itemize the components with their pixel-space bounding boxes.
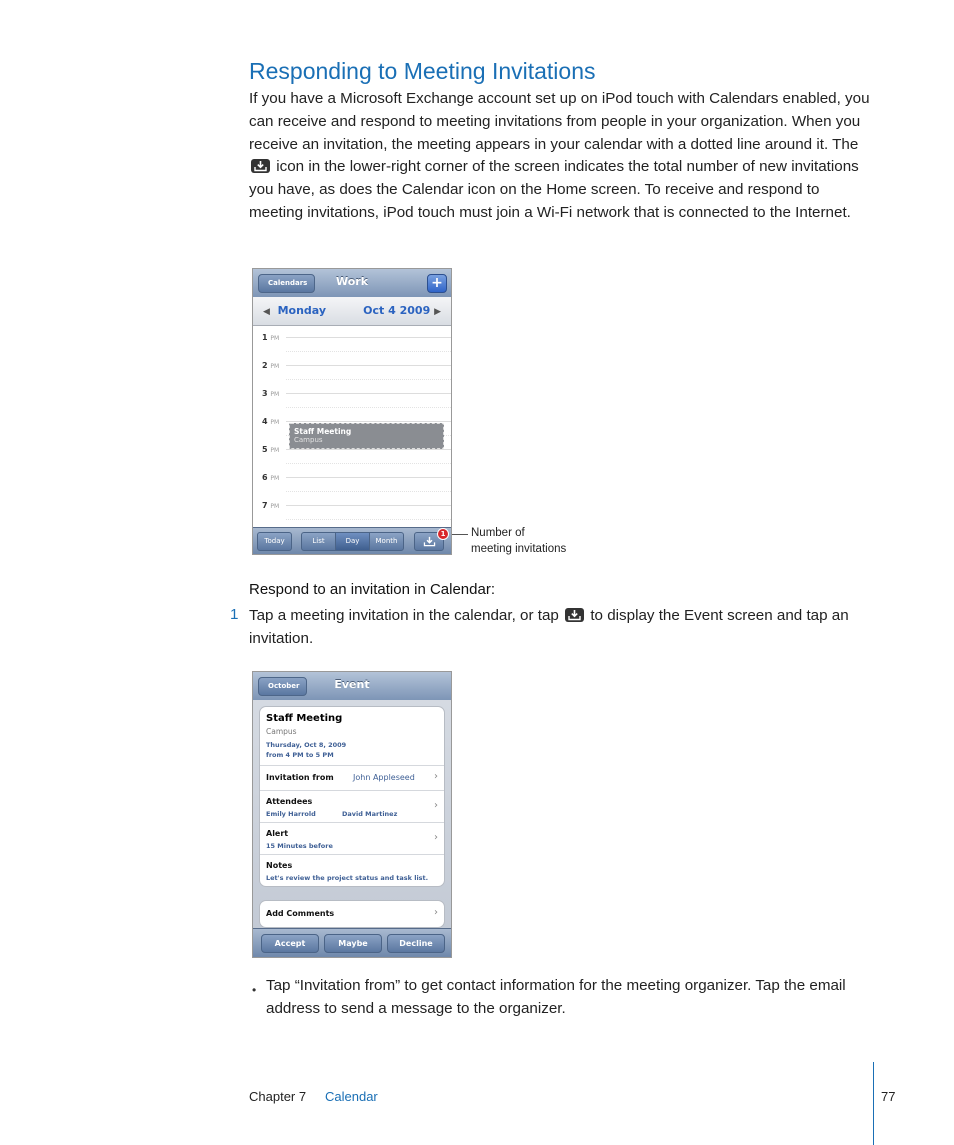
invitation-inbox-icon bbox=[251, 159, 270, 173]
intro-text-part2: icon in the lower-right corner of the screen indicates the total number of new invitations you have, as does the Calendar icon on the Home screen. To receive and respond to meeting invitations, iPod touch must join a Wi-Fi network that is connected to the Internet. bbox=[249, 158, 859, 221]
footer-section-link[interactable]: Calendar bbox=[325, 1089, 378, 1104]
callout-label: Number of meeting invitations bbox=[471, 527, 567, 555]
attendee-name: Emily Harrold bbox=[266, 810, 316, 818]
event-title: Staff Meeting bbox=[294, 427, 352, 436]
list-view-button[interactable]: List bbox=[301, 532, 336, 551]
meeting-location: Campus bbox=[266, 727, 297, 736]
calendars-back-button[interactable]: Calendars bbox=[258, 274, 315, 293]
add-comments-label: Add Comments bbox=[266, 909, 335, 918]
chevron-right-icon: › bbox=[434, 800, 438, 811]
hour-row bbox=[253, 466, 451, 494]
staff-meeting-invitation[interactable] bbox=[289, 423, 444, 449]
meeting-time: from 4 PM to 5 PM bbox=[266, 751, 334, 759]
invitation-count-badge: 1 bbox=[437, 528, 449, 540]
subheading: Respond to an invitation in Calendar: bbox=[249, 581, 495, 598]
next-arrow-icon[interactable]: ▶ bbox=[434, 307, 441, 317]
calendar-navbar bbox=[253, 269, 451, 298]
day-selector[interactable] bbox=[263, 304, 326, 317]
page-heading: Responding to Meeting Invitations bbox=[249, 58, 596, 84]
hour-label: 5 PM bbox=[262, 445, 280, 454]
chevron-right-icon: › bbox=[434, 771, 438, 782]
intro-text-part1: If you have a Microsoft Exchange account set up on iPod touch with Calendars enabled, you can receive and respond to meeting invitations from people in your organization. When you receive an invitation, the meeting appears in your calendar with a dotted line around it. The bbox=[249, 90, 870, 153]
hour-label: 1 PM bbox=[262, 333, 280, 342]
footer-divider bbox=[873, 1062, 874, 1145]
accept-button[interactable]: Accept bbox=[261, 934, 319, 953]
notes-label: Notes bbox=[266, 861, 293, 870]
meeting-date: Thursday, Oct 8, 2009 bbox=[266, 741, 347, 749]
maybe-button[interactable]: Maybe bbox=[324, 934, 382, 953]
chevron-right-icon: › bbox=[434, 907, 438, 918]
calendar-toolbar bbox=[253, 527, 451, 554]
bullet-text: Tap “Invitation from” to get contact information for the meeting organizer. Tap the email address to send a message to the organizer. bbox=[266, 977, 846, 1017]
notes-value: Let's review the project status and task list. bbox=[266, 874, 429, 882]
decline-button[interactable]: Decline bbox=[387, 934, 445, 953]
add-comments-card[interactable] bbox=[259, 900, 445, 928]
prev-arrow-icon[interactable]: ◀ bbox=[263, 307, 270, 317]
hour-label: 7 PM bbox=[262, 501, 280, 510]
footer-chapter: Chapter 7 bbox=[249, 1089, 307, 1104]
invitation-inbox-icon bbox=[423, 536, 436, 547]
hour-label: 3 PM bbox=[262, 389, 280, 398]
hour-row bbox=[253, 354, 451, 382]
response-toolbar bbox=[253, 928, 451, 957]
attendees-label: Attendees bbox=[266, 797, 313, 806]
notes-row bbox=[260, 855, 444, 886]
event-navbar bbox=[253, 672, 451, 701]
date-label: Oct 4 2009 bbox=[363, 304, 431, 317]
invitation-inbox-icon bbox=[565, 608, 584, 622]
event-summary-cell bbox=[260, 707, 444, 766]
alert-value: 15 Minutes before bbox=[266, 842, 333, 850]
hour-row bbox=[253, 382, 451, 410]
attendee-name: David Martinez bbox=[342, 810, 398, 818]
calendar-screenshot bbox=[252, 268, 452, 555]
alert-row[interactable] bbox=[260, 823, 444, 855]
bullet-mark: • bbox=[252, 983, 257, 997]
invitation-from-label: Invitation from bbox=[266, 773, 334, 782]
event-body bbox=[253, 700, 451, 929]
date-bar bbox=[253, 297, 451, 326]
attendees-row[interactable] bbox=[260, 791, 444, 823]
step-number: 1 bbox=[230, 606, 239, 623]
event-screenshot bbox=[252, 671, 452, 958]
page-number: 77 bbox=[881, 1089, 896, 1104]
event-location: Campus bbox=[294, 436, 323, 444]
invitation-from-row[interactable] bbox=[260, 766, 444, 791]
callout-line bbox=[452, 534, 468, 535]
october-back-button[interactable]: October bbox=[258, 677, 307, 696]
chevron-right-icon: › bbox=[434, 832, 438, 843]
day-label: Monday bbox=[277, 304, 327, 317]
month-view-button[interactable]: Month bbox=[369, 532, 404, 551]
alert-label: Alert bbox=[266, 829, 289, 838]
add-event-button[interactable]: + bbox=[427, 274, 447, 293]
today-button[interactable]: Today bbox=[257, 532, 292, 551]
date-selector[interactable] bbox=[363, 304, 441, 317]
event-title: Event bbox=[334, 678, 370, 691]
meeting-title: Staff Meeting bbox=[266, 713, 343, 724]
intro-paragraph bbox=[249, 88, 874, 225]
hour-row bbox=[253, 326, 451, 354]
hour-label: 4 PM bbox=[262, 417, 280, 426]
hour-label: 2 PM bbox=[262, 361, 280, 370]
calendar-title: Work bbox=[335, 275, 369, 288]
organizer-name: John Appleseed bbox=[353, 773, 415, 782]
hour-row bbox=[253, 494, 451, 522]
hour-label: 6 PM bbox=[262, 473, 280, 482]
event-details-card bbox=[259, 706, 445, 887]
hour-grid bbox=[253, 326, 451, 528]
step-text: Tap a meeting invitation in the calendar, or tap to display the Event screen and tap an invitation. bbox=[249, 607, 849, 647]
day-view-button[interactable]: Day bbox=[335, 532, 370, 551]
